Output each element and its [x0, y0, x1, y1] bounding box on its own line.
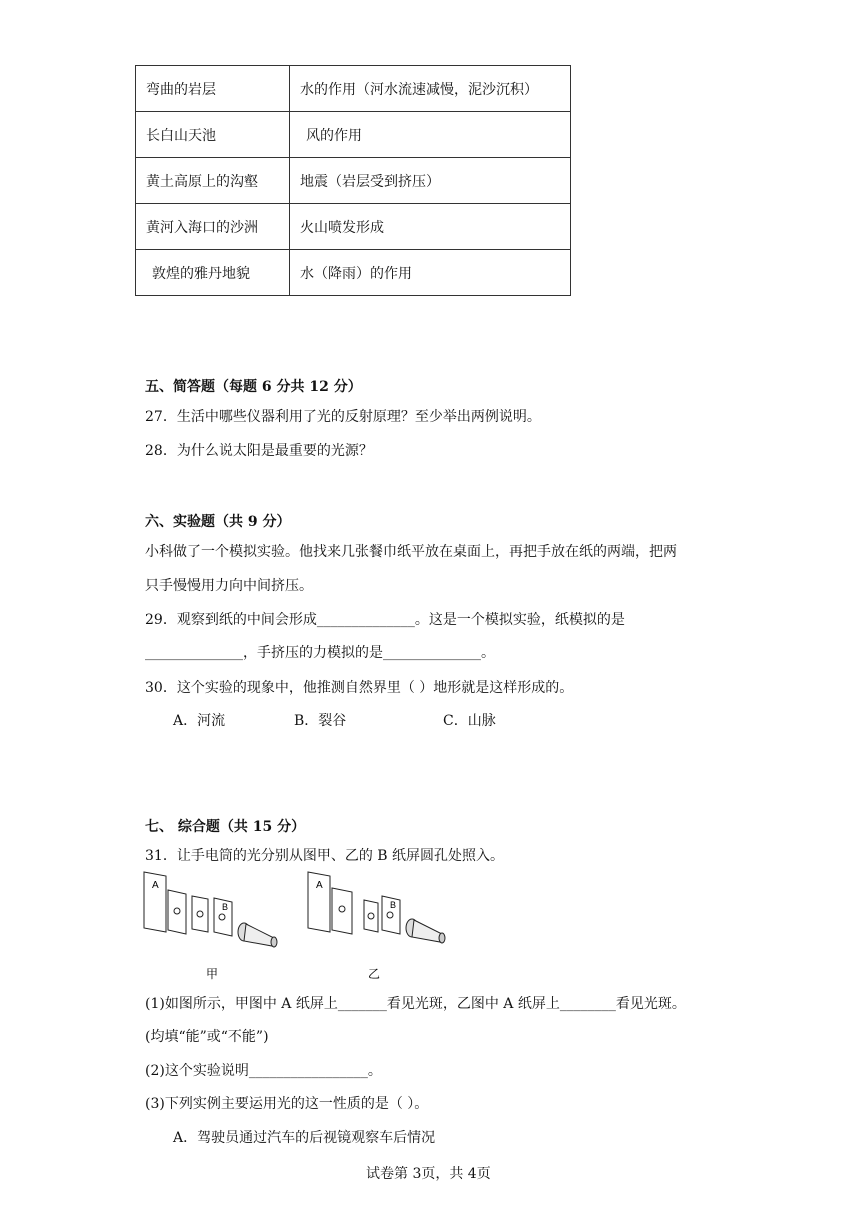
screen-middle-shape: [192, 896, 208, 932]
table-cell: 黄土高原上的沟壑: [136, 158, 290, 204]
option-c: C．山脉: [443, 713, 496, 729]
light-experiment-figure: [140, 866, 460, 986]
question-31-part1: (1)如图所示，甲图中 A 纸屏上_______看见光斑，乙图中 A 纸屏上________看见光斑。: [145, 996, 686, 1012]
table-cell: 弯曲的岩层: [136, 66, 290, 112]
question-31-part1-note: (均填“能”或“不能”): [145, 1029, 269, 1045]
table-row: [136, 112, 571, 158]
table-row: [136, 250, 571, 296]
flashlight-icon: [238, 923, 277, 947]
figure-jia-label: 甲: [206, 967, 219, 981]
table-cell: 地震（岩层受到挤压）: [290, 158, 571, 204]
option-a: A．河流: [173, 713, 226, 729]
table-cell: 长白山天池: [136, 112, 290, 158]
table-cell: 敦煌的雅丹地貌: [136, 250, 290, 296]
question-31-part2: (2)这个实验说明_________________。: [145, 1063, 382, 1079]
table-cell: 火山喷发形成: [290, 204, 571, 250]
question-31-part3: (3)下列实例主要运用光的这一性质的是（ ）。: [145, 1096, 429, 1112]
question-29-line2: ______________，手挤压的力模拟的是______________。: [145, 645, 495, 661]
table-cell: 水（降雨）的作用: [290, 250, 571, 296]
question-31-option-a: A．驾驶员通过汽车的后视镜观察车后情况: [173, 1130, 436, 1146]
figure-yi: [308, 872, 445, 943]
table-cell: 风的作用: [290, 112, 571, 158]
screen-middle-shape: [364, 900, 378, 932]
screen-c-shape: [332, 888, 352, 934]
page-footer: 试卷第 3页，共 4页: [366, 1166, 491, 1182]
section-7-title: 七、 综合题（共 15 分）: [145, 819, 306, 835]
screen-a-label: A: [152, 880, 159, 891]
question-29-line1: 29．观察到纸的中间会形成______________。这是一个模拟实验，纸模拟的是: [145, 612, 625, 628]
question-28: 28．为什么说太阳是最重要的光源？: [145, 443, 373, 459]
table-row: [136, 158, 571, 204]
flashlight-icon: [406, 919, 445, 943]
table-cell: 黄河入海口的沙洲: [136, 204, 290, 250]
screen-b-label: B: [390, 900, 397, 910]
experiment-intro-line1: 小科做了一个模拟实验。他找来几张餐巾纸平放在桌面上，再把手放在纸的两端，把两: [145, 544, 677, 560]
figure-jia: [144, 872, 277, 947]
table-cell: 水的作用（河水流速减慢，泥沙沉积）: [290, 66, 571, 112]
screen-c-shape: [168, 890, 186, 934]
question-31: 31．让手电筒的光分别从图甲、乙的 B 纸屏圆孔处照入。: [145, 848, 505, 864]
option-b: B．裂谷: [294, 713, 347, 729]
table-row: [136, 204, 571, 250]
section-6-title: 六、实验题（共 9 分）: [145, 514, 291, 530]
experiment-intro-line2: 只手慢慢用力向中间挤压。: [145, 578, 313, 594]
question-30: 30．这个实验的现象中，他推测自然界里（ ）地形就是这样形成的。: [145, 680, 574, 696]
screen-a-label: A: [316, 880, 323, 891]
figure-yi-label: 乙: [368, 967, 381, 981]
screen-b-label: B: [222, 902, 229, 912]
section-5-title: 五、简答题（每题 6 分共 12 分）: [145, 379, 362, 395]
matching-table: [135, 65, 571, 296]
table-row: [136, 66, 571, 112]
question-27: 27．生活中哪些仪器利用了光的反射原理？至少举出两例说明。: [145, 409, 541, 425]
